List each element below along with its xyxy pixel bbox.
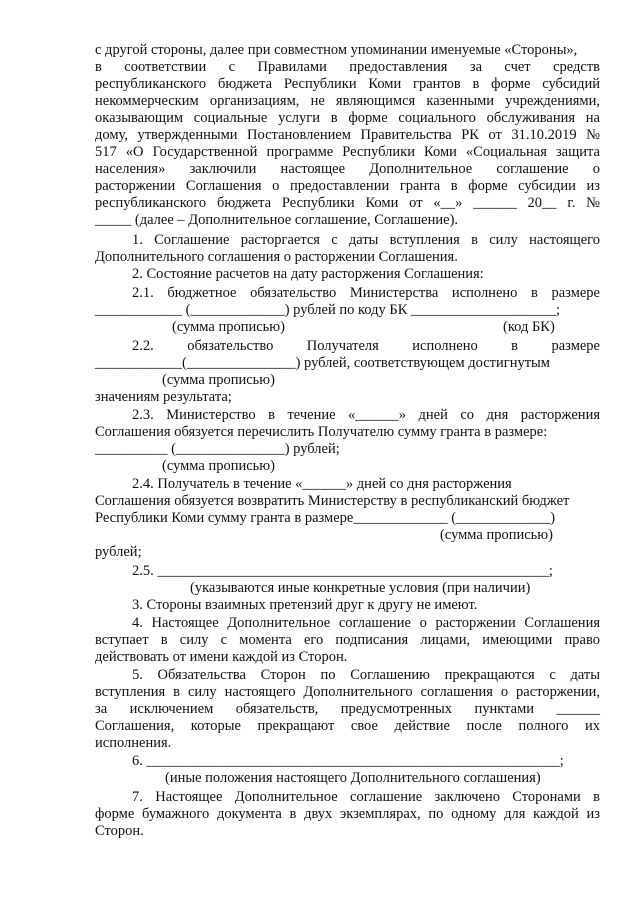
clause-2-3: 2.3. Министерство в течение «______» дней со дня расторжения (132, 407, 600, 423)
clause-5: 5. Обязательства Сторон по Соглашению прекращаются с даты (132, 667, 600, 683)
clause-7: 7. Настоящее Дополнительное соглашение заключено Сторонами в (132, 789, 600, 805)
text-line: некоммерческим организациям, не являющимся казенными учреждениями, (95, 93, 600, 109)
caption-sum-in-words: (сумма прописью) (172, 319, 285, 335)
text-line: с другой стороны, далее при совместном упоминании именуемые «Стороны», (95, 42, 578, 58)
text-line: Сторон. (95, 823, 144, 839)
clause-2-1: 2.1. бюджетное обязательство Министерства исполнено в размере (132, 285, 600, 301)
text-line: вступления в силу настоящего Дополнительного соглашения о расторжении, (95, 684, 600, 700)
text-line: _____ (далее – Дополнительное соглашение, Соглашение). (95, 212, 459, 228)
text-line: Соглашения обязуется возвратить Министерству в республиканский бюджет (95, 493, 570, 509)
clause-2-5: 2.5. ______________________________________________________; (132, 563, 553, 579)
clause-6: 6. _________________________________________________________; (132, 753, 564, 769)
text-line: республиканского бюджета Республики Коми грантов в форме субсидий (95, 76, 600, 92)
text-line: республиканского бюджета Республики Коми от «__» ______ 20__ г. № (95, 195, 600, 211)
clause-2: 2. Состояние расчетов на дату расторжения Соглашения: (132, 266, 484, 282)
text-line: вступает в силу с момента его подписания лицами, имеющими право (95, 632, 600, 648)
text-line: в соответствии с Правилами предоставления за счет средств (95, 59, 600, 75)
caption-sum-in-words: (сумма прописью) (162, 372, 275, 388)
caption-other-provisions: (иные положения настоящего Дополнительного соглашения) (165, 770, 541, 786)
text-line: исполнения. (95, 735, 172, 751)
clause-2-4: 2.4. Получатель в течение «______» дней со дня расторжения (132, 476, 512, 492)
text-line: Республики Коми сумму гранта в размере_____________ (_____________) (95, 510, 556, 526)
caption-sum-in-words: (сумма прописью) (440, 527, 553, 543)
text-line: значениям результата; (95, 389, 232, 405)
clause-3: 3. Стороны взаимных претензий друг к другу не имеют. (132, 597, 478, 613)
text-line: населения» заключили настоящее Дополнительное соглашение о (95, 161, 600, 177)
text-line: 517 «О Государственной программе Республики Коми «Социальная защита (95, 144, 600, 160)
clause-1: 1. Соглашение расторгается с даты вступления в силу настоящего (132, 232, 600, 248)
text-line: оказывающим социальные услуги в форме социального обслуживания на (95, 110, 600, 126)
text-line: ____________ (_____________) рублей по коду БК ____________________; (95, 302, 561, 318)
text-line: действовать от имени каждой из Сторон. (95, 649, 348, 665)
text-line: Соглашения, которые прекращают свое действие после полного их (95, 718, 600, 734)
text-line: ____________(_______________) рублей, соответствующем достигнутым (95, 355, 550, 371)
caption-other-conditions: (указываются иные конкретные условия (при наличии) (190, 580, 531, 596)
text-line: рублей; (95, 544, 142, 560)
text-line: расторжении Соглашения о предоставлении гранта в форме субсидии из (95, 178, 600, 194)
clause-4: 4. Настоящее Дополнительное соглашение о расторжении Соглашения (132, 615, 600, 631)
text-line: Соглашения обязуется перечислить Получателю сумму гранта в размере: (95, 424, 548, 440)
caption-sum-in-words: (сумма прописью) (162, 458, 275, 474)
text-line: за исключением обязательств, предусмотренных пунктами ______ (95, 701, 600, 717)
text-line: Дополнительного соглашения о расторжении Соглашения. (95, 249, 458, 265)
text-line: __________ (_______________) рублей; (95, 441, 340, 457)
clause-2-2: 2.2. обязательство Получателя исполнено в размере (132, 338, 600, 354)
text-line: форме бумажного документа в двух экземплярах, по одному для каждой из (95, 806, 600, 822)
caption-kbk: (код БК) (503, 319, 555, 335)
text-line: дому, утвержденными Постановлением Правительства РК от 31.10.2019 № (95, 127, 600, 143)
